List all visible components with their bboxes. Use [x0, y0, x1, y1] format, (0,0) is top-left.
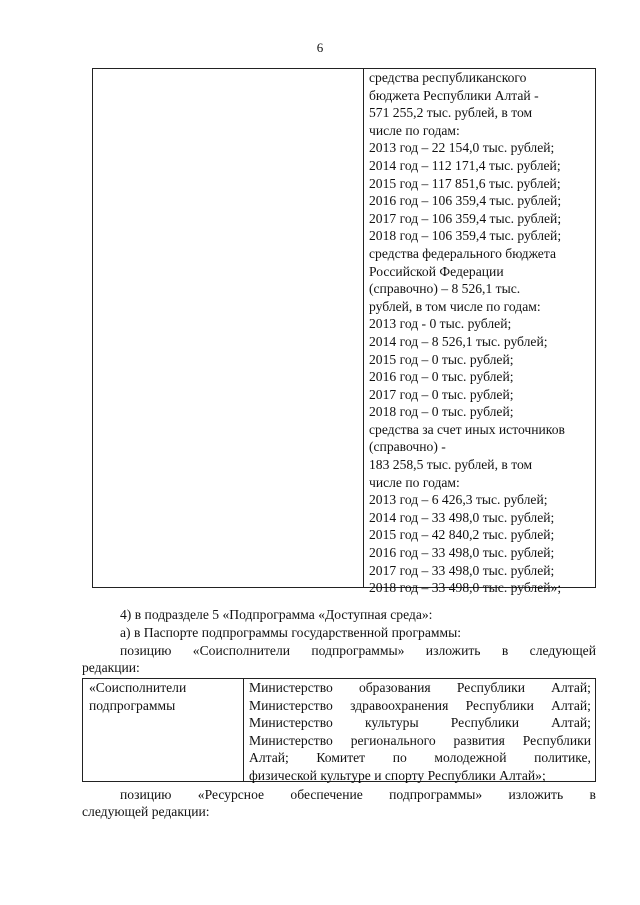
finance-line: числе по годам: [369, 122, 460, 138]
coexecutor-line [249, 679, 591, 697]
finance-line: (справочно) - [369, 439, 446, 455]
finance-line: Российской Федерации [369, 263, 504, 279]
word: молодежной [434, 750, 507, 766]
word: физической культуре и спорту Республики Алтай»; [249, 767, 546, 783]
finance-line: 2014 год – 33 498,0 тыс. рублей; [369, 509, 555, 525]
finance-line: 2018 год – 33 498,0 тыс. рублей»; [369, 580, 562, 596]
word: Алтай; [249, 750, 289, 766]
word: позицию [120, 787, 172, 802]
word: позицию [120, 643, 172, 658]
coexecutor-line [249, 749, 591, 767]
finance-line: 2018 год – 106 359,4 тыс. рублей; [369, 228, 562, 244]
finance-line: средства республиканского [369, 70, 527, 85]
word: изложить [425, 643, 481, 658]
finance-line: 571 255,2 тыс. рублей, в том [369, 105, 533, 121]
finance-line: 2013 год – 6 426,3 тыс. рублей; [369, 492, 548, 508]
finance-cell [369, 69, 595, 597]
coexecutor-line [249, 767, 591, 785]
word: по [392, 750, 407, 766]
word: обеспечение [290, 787, 363, 802]
coexecutors-label-line: подпрограммы [89, 697, 176, 713]
word: следующей [529, 643, 596, 658]
word: Республики [450, 715, 519, 731]
word: регионального [350, 732, 436, 748]
finance-line: средства за счет иных источников [369, 421, 565, 437]
word: подпрограммы» [311, 643, 405, 658]
word: Министерство [249, 715, 333, 731]
resource-table [92, 68, 596, 596]
finance-line: 2017 год – 106 359,4 тыс. рублей; [369, 210, 562, 226]
word: Алтай; [551, 680, 591, 695]
finance-line: 2013 год – 22 154,0 тыс. рублей; [369, 140, 555, 156]
coexecutor-line [249, 732, 591, 750]
page-number: 6 [316, 40, 324, 55]
finance-line: бюджета Республики Алтай - [369, 87, 539, 103]
table-column-divider [363, 69, 364, 587]
paragraph-position-coexecutors-end: редакции: [82, 660, 140, 675]
word: Министерство [249, 680, 333, 695]
coexecutors-value-cell [249, 679, 591, 785]
word: подпрограммы» [389, 787, 483, 802]
finance-line: 2013 год - 0 тыс. рублей; [369, 316, 512, 332]
word: в [501, 643, 509, 658]
word: в [589, 787, 596, 802]
word: политике, [534, 750, 591, 766]
finance-line: 2016 год – 106 359,4 тыс. рублей; [369, 193, 562, 209]
word: Министерство [249, 697, 333, 713]
coexecutor-line [249, 714, 591, 732]
paragraph-position-resources-end: следующей редакции: [82, 804, 210, 819]
word: Комитет [316, 750, 366, 766]
finance-line: 2014 год – 8 526,1 тыс. рублей; [369, 333, 548, 349]
paragraph-item-4: 4) в подразделе 5 «Подпрограмма «Доступная среда»: [120, 607, 433, 622]
word: образования [358, 680, 431, 695]
paragraph-position-resources [120, 786, 596, 803]
word: развития [453, 732, 505, 748]
word: Республики [465, 697, 534, 713]
finance-line: 2015 год – 0 тыс. рублей; [369, 351, 514, 367]
finance-line: 2014 год – 112 171,4 тыс. рублей; [369, 157, 561, 173]
word: здравоохранения [350, 697, 449, 713]
word: «Ресурсное [197, 787, 265, 802]
table-column-divider [243, 679, 244, 781]
finance-line: 2018 год – 0 тыс. рублей; [369, 404, 514, 420]
word: культуры [365, 715, 419, 731]
coexecutors-label-cell [89, 679, 239, 714]
finance-line: 183 258,5 тыс. рублей, в том [369, 457, 533, 473]
finance-line: 2015 год – 42 840,2 тыс. рублей; [369, 527, 555, 543]
finance-line: 2016 год – 33 498,0 тыс. рублей; [369, 545, 555, 561]
word: «Соисполнители [192, 643, 291, 658]
finance-line: 2017 год – 0 тыс. рублей; [369, 386, 514, 402]
paragraph-item-a: а) в Паспорте подпрограммы государственной программы: [120, 625, 461, 640]
word: Республики [522, 732, 591, 748]
finance-line: (справочно) – 8 526,1 тыс. [369, 281, 521, 297]
paragraph-position-coexecutors [120, 642, 596, 659]
finance-line: числе по годам: [369, 474, 460, 490]
word: Министерство [249, 732, 333, 748]
coexecutors-label-line: «Соисполнители [89, 680, 187, 695]
finance-line: средства федерального бюджета [369, 245, 556, 261]
finance-line: рублей, в том числе по годам: [369, 298, 541, 314]
word: Республики [456, 680, 526, 695]
finance-line: 2015 год – 117 851,6 тыс. рублей; [369, 175, 561, 191]
coexecutors-table [82, 678, 596, 782]
word: Алтай; [551, 697, 591, 713]
coexecutor-line [249, 697, 591, 715]
word: Алтай; [551, 715, 591, 731]
word: изложить [508, 787, 564, 802]
finance-line: 2016 год – 0 тыс. рублей; [369, 369, 514, 385]
finance-line: 2017 год – 33 498,0 тыс. рублей; [369, 562, 555, 578]
